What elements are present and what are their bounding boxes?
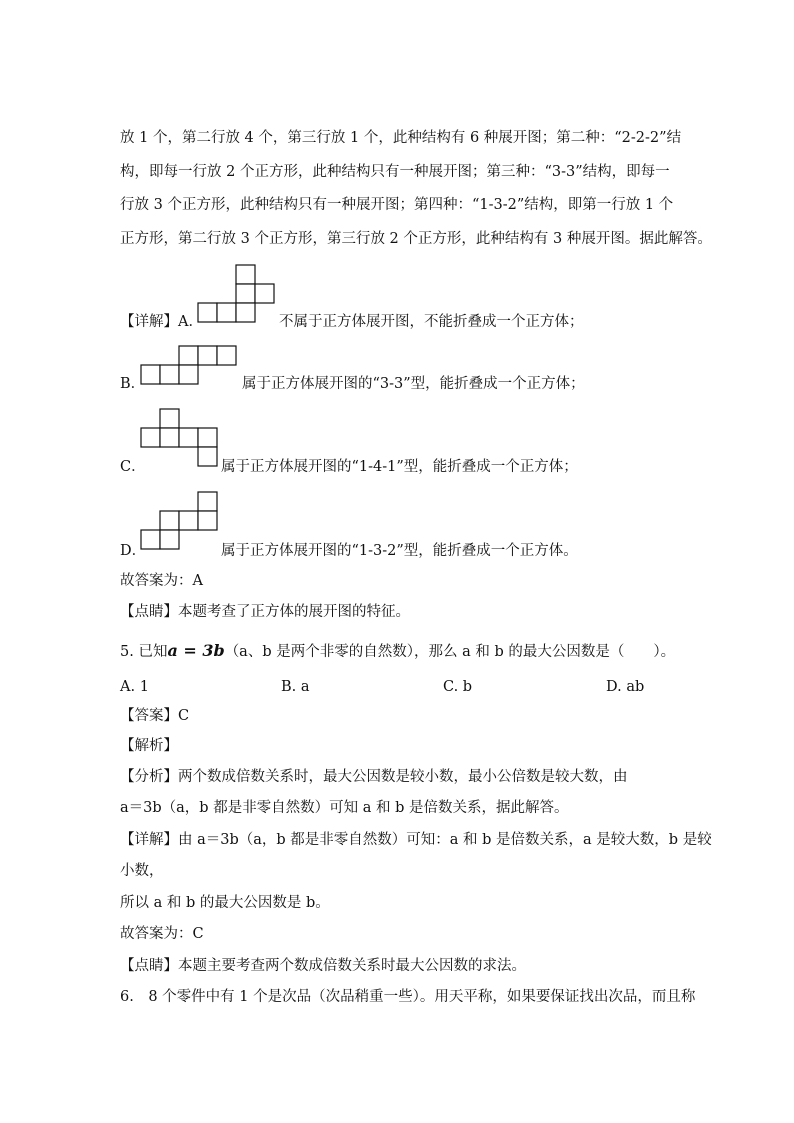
q5-detail-line-2: 小数，	[120, 863, 164, 879]
net-figure-c	[139, 407, 221, 467]
net-figure-b	[139, 344, 239, 386]
q4-answer: 故答案为：A	[120, 573, 203, 589]
q5-stem-suffix: （a、b 是两个非零的自然数），那么 a 和 b 的最大公因数是（ ）。	[224, 644, 676, 660]
q5-option-a: A. 1	[120, 679, 149, 695]
q5-option-b: B. a	[281, 679, 310, 695]
detail-b-prefix: B．	[120, 376, 146, 392]
q5-analysis-line-2: a＝3b（a，b 都是非零自然数）可知 a 和 b 是倍数关系，据此解答。	[120, 800, 569, 816]
q5-final-answer: 故答案为：C	[120, 926, 204, 942]
detail-c-prefix: C．	[120, 459, 146, 475]
q5-analysis-line-1: 【分析】两个数成倍数关系时，最大公因数是较小数，最小公倍数是较大数，由	[120, 769, 628, 785]
intro-line-4: 正方形，第二行放 3 个正方形，第三行放 2 个正方形，此种结构有 3 种展开图。据此解答。	[120, 231, 712, 247]
net-figure-d	[139, 490, 221, 550]
detail-c-text: 属于正方体展开图的“1-4-1”型，能折叠成一个正方体；	[221, 459, 578, 475]
detail-b-text: 属于正方体展开图的“3-3”型，能折叠成一个正方体；	[242, 376, 585, 392]
q4-comment: 【点睛】本题考查了正方体的展开图的特征。	[120, 604, 410, 620]
q5-comment: 【点睛】本题主要考查两个数成倍数关系时最大公因数的求法。	[120, 958, 526, 974]
intro-line-3: 行放 3 个正方形，此种结构只有一种展开图；第四种：“1-3-2”结构，即第一行放 1 个	[120, 197, 674, 213]
q5-option-d: D. ab	[606, 679, 645, 695]
net-figure-a	[196, 263, 276, 323]
q6-stem: 6. 8 个零件中有 1 个是次品（次品稍重一些）。用天平称，如果要保证找出次品，而且称	[120, 989, 696, 1005]
q5-detail-line-1: 【详解】由 a＝3b（a，b 都是非零自然数）可知：a 和 b 是倍数关系，a 是较大数，b 是较	[120, 832, 712, 848]
q5-analysis-title: 【解析】	[120, 738, 178, 754]
intro-line-2: 构，即每一行放 2 个正方形，此种结构只有一种展开图；第三种：“3-3”结构，即每一	[120, 164, 670, 180]
q5-answer: 【答案】C	[120, 708, 190, 724]
detail-d-text: 属于正方体展开图的“1-3-2”型，能折叠成一个正方体。	[221, 543, 578, 559]
q5-equation: a = 3b	[167, 641, 225, 660]
q5-stem	[120, 641, 675, 662]
q5-detail-line-3: 所以 a 和 b 的最大公因数是 b。	[120, 895, 330, 911]
detail-d-prefix: D．	[120, 543, 147, 559]
q5-stem-prefix: 5. 已知	[120, 644, 168, 660]
intro-line-1: 放 1 个，第二行放 4 个，第三行放 1 个，此种结构有 6 种展开图；第二种：“2-2-2”结	[120, 130, 682, 146]
detail-a-text: 不属于正方体展开图，不能折叠成一个正方体；	[279, 314, 584, 330]
q5-option-c: C. b	[443, 679, 473, 695]
detail-a-prefix: 【详解】A．	[120, 314, 203, 330]
